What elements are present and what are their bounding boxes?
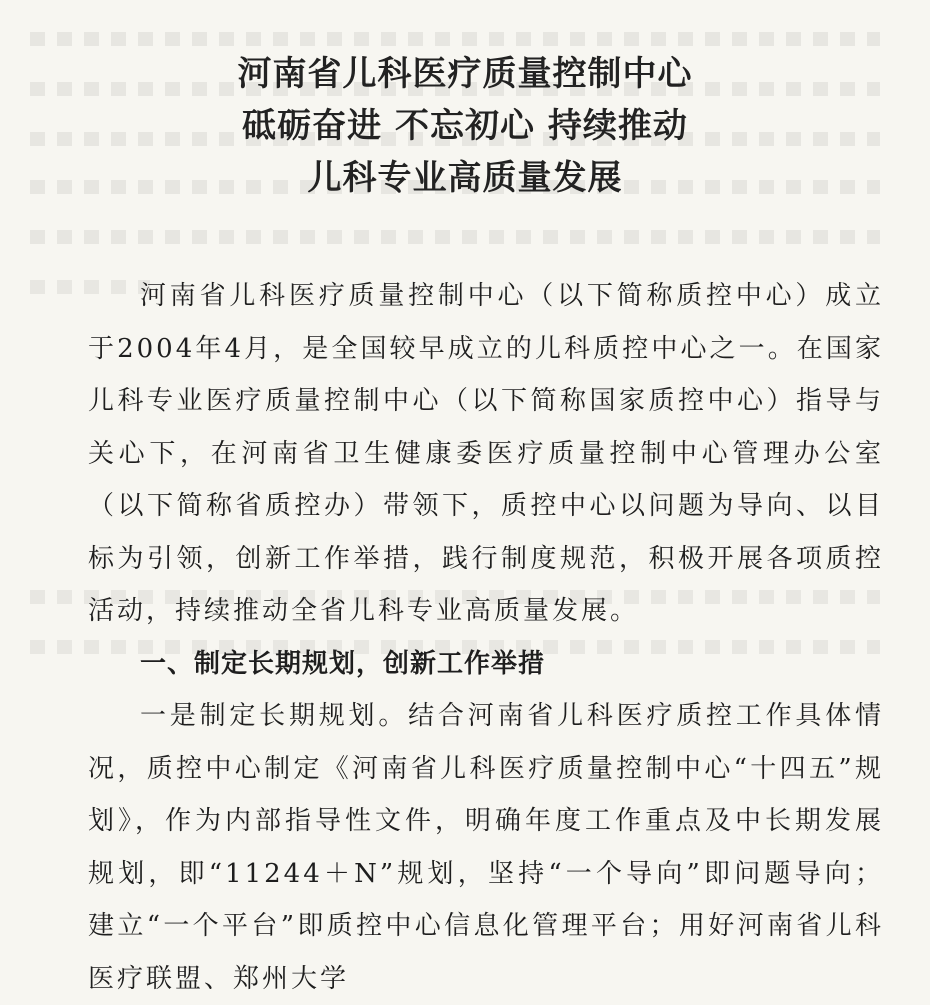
- section-1-heading: 一、制定长期规划，创新工作举措: [140, 648, 546, 679]
- intro-paragraph: 河南省儿科医疗质量控制中心（以下简称质控中心）成立于2004年4月，是全国较早成立的儿科质控中心之一。在国家儿科专业医疗质量控制中心（以下简称国家质控中心）指导与关心下，在河南省卫生健康委医疗质量控制中心管理办公室（以下简称省质控办）带领下，质控中心以问题为导向、以目标为引领，创新工作举措，践行制度规范，积极开展各项质控活动，持续推动全省儿科专业高质量发展。: [88, 281, 884, 626]
- title-line-1: 河南省儿科医疗质量控制中心: [237, 54, 693, 94]
- title-line-2: 砥砺奋进 不忘初心 持续推动: [242, 106, 688, 146]
- section-1-paragraph: 一是制定长期规划。结合河南省儿科医疗质控工作具体情况，质控中心制定《河南省儿科医疗质量控制中心“十四五”规划》，作为内部指导性文件，明确年度工作重点及中长期发展规划，即“11244＋N”规划，坚持“一个导向”即问题导向；建立“一个平台”即质控中心信息化管理平台；用好河南省儿科医疗联盟、郑州大学: [88, 701, 884, 994]
- title-line-3: 儿科专业高质量发展: [307, 158, 623, 198]
- document-body: [88, 270, 884, 1005]
- document-title: [0, 48, 930, 204]
